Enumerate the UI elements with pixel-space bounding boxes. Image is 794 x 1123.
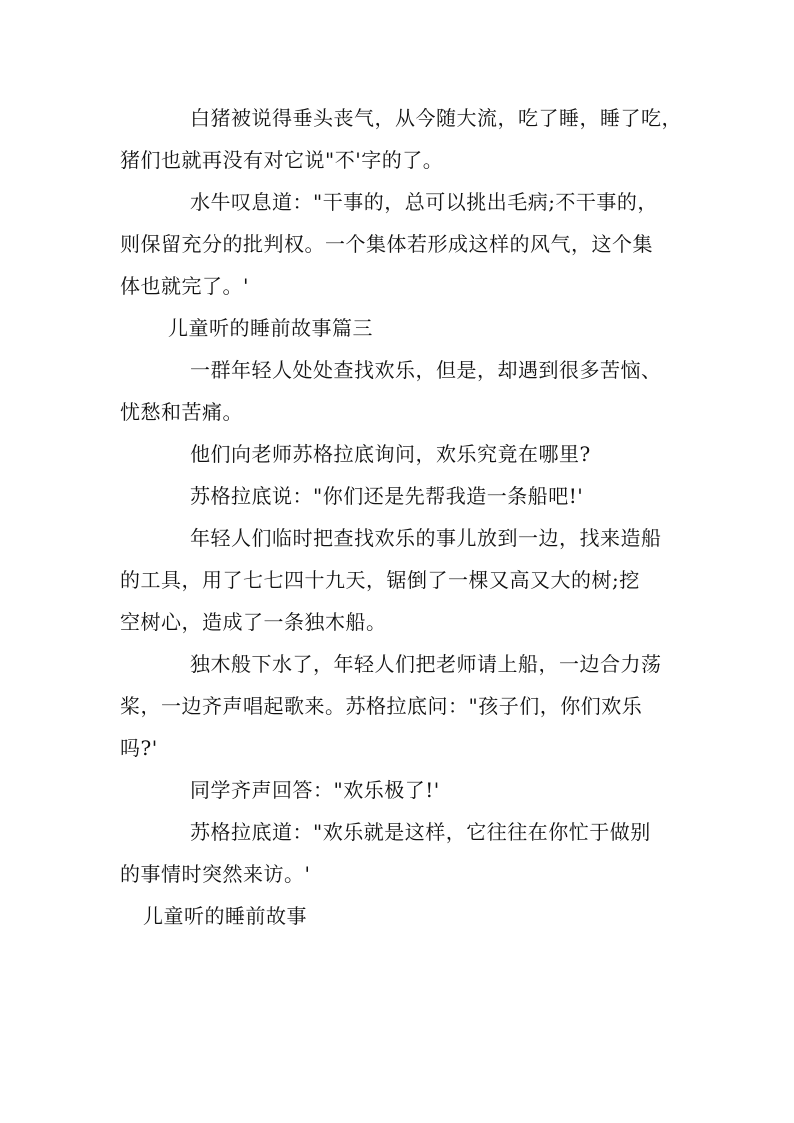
paragraph-line: 桨，一边齐声唱起歌来。苏格拉底问："孩子们，你们欢乐 bbox=[120, 694, 643, 718]
section-heading: 儿童听的睡前故事篇三 bbox=[168, 316, 373, 340]
paragraph-line: 同学齐声回答："欢乐极了!' bbox=[190, 778, 440, 802]
paragraph-line: 白猪被说得垂头丧气，从今随大流，吃了睡，睡了吃， bbox=[190, 106, 682, 130]
paragraph-line: 年轻人们临时把查找欢乐的事儿放到一边，找来造船 bbox=[190, 526, 662, 550]
paragraph-line: 的事情时突然来访。' bbox=[120, 862, 311, 886]
paragraph-line: 体也就完了。' bbox=[120, 274, 249, 298]
paragraph-line: 的工具，用了七七四十九天，锯倒了一棵又高又大的树;挖 bbox=[120, 568, 640, 592]
paragraph-line: 空树心，造成了一条独木船。 bbox=[120, 610, 387, 634]
paragraph-line: 水牛叹息道："干事的，总可以挑出毛病;不干事的， bbox=[190, 190, 658, 214]
paragraph-line: 苏格拉底说："你们还是先帮我造一条船吧!' bbox=[190, 484, 584, 508]
paragraph-line: 猪们也就再没有对它说"不'字的了。 bbox=[120, 148, 444, 172]
paragraph-line: 他们向老师苏格拉底询问，欢乐究竟在哪里? bbox=[190, 442, 591, 466]
paragraph-line: 一群年轻人处处查找欢乐，但是，却遇到很多苦恼、 bbox=[190, 358, 662, 382]
paragraph-line: 苏格拉底道："欢乐就是这样，它往往在你忙于做别 bbox=[190, 820, 651, 844]
section-heading: 儿童听的睡前故事 bbox=[143, 904, 307, 928]
paragraph-line: 忧愁和苦痛。 bbox=[120, 400, 243, 424]
paragraph-line: 吗?' bbox=[120, 736, 158, 760]
paragraph-line: 则保留充分的批判权。一个集体若形成这样的风气，这个集 bbox=[120, 232, 653, 256]
paragraph-line: 独木般下水了，年轻人们把老师请上船，一边合力荡 bbox=[190, 652, 662, 676]
